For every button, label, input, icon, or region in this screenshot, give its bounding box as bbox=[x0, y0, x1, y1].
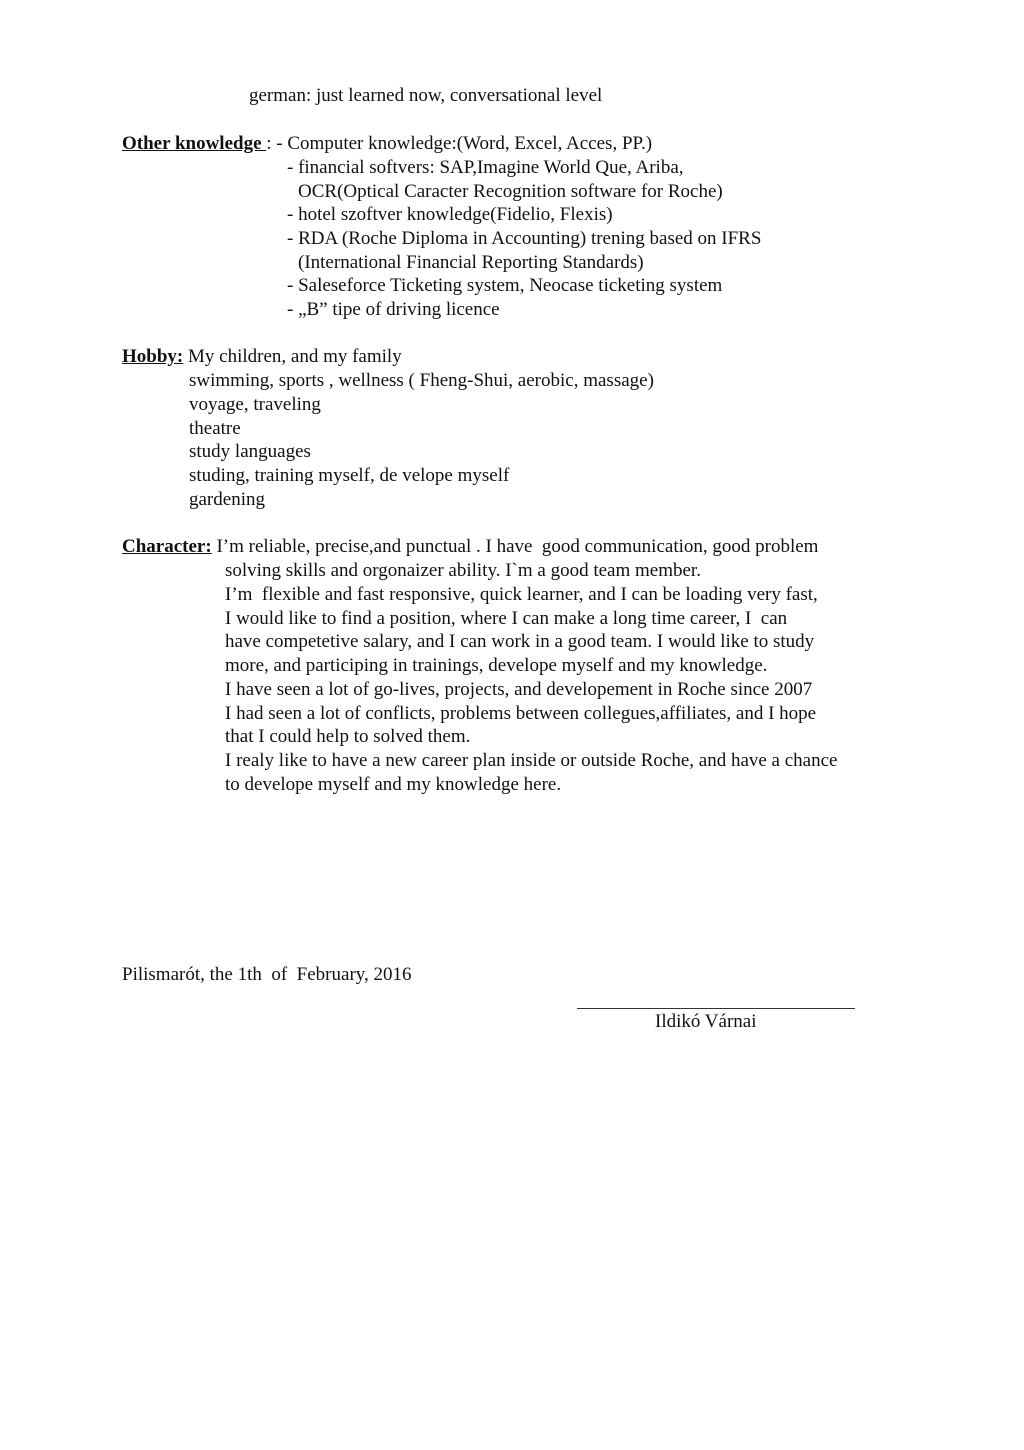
hobby-item: studing, training myself, de velope myself bbox=[189, 465, 510, 486]
character-line: I had seen a lot of conflicts, problems between collegues,affiliates, and I hope bbox=[225, 703, 817, 724]
other-knowledge-item: - hotel szoftver knowledge(Fidelio, Flexis) bbox=[287, 204, 613, 225]
other-knowledge-item: OCR(Optical Caracter Recognition software for Roche) bbox=[298, 181, 723, 202]
character-first-line: I’m reliable, precise,and punctual . I have good communication, good problem bbox=[211, 536, 819, 557]
character-line: that I could help to solved them. bbox=[225, 726, 471, 747]
hobby-item: gardening bbox=[189, 489, 265, 510]
character-row bbox=[122, 535, 818, 559]
other-knowledge-heading: Other knowledge bbox=[122, 133, 267, 154]
other-knowledge-item: - RDA (Roche Diploma in Accounting) trening based on IFRS bbox=[287, 228, 762, 249]
other-knowledge-row bbox=[122, 132, 652, 156]
character-line: have competetive salary, and I can work in a good team. I would like to study bbox=[225, 631, 815, 652]
character-line: I’m flexible and fast responsive, quick learner, and I can be loading very fast, bbox=[225, 584, 818, 605]
hobby-heading: Hobby: bbox=[122, 346, 184, 367]
character-line: to develope myself and my knowledge here. bbox=[225, 774, 562, 795]
character-line: solving skills and orgonaizer ability. I`m a good team member. bbox=[225, 560, 701, 581]
other-knowledge-item: - financial softvers: SAP,Imagine World Que, Ariba, bbox=[287, 157, 684, 178]
other-knowledge-item: - „B” tipe of driving licence bbox=[287, 299, 500, 320]
signature-name: Ildikó Várnai bbox=[655, 1011, 757, 1032]
character-heading: Character: bbox=[122, 536, 212, 557]
hobby-item: study languages bbox=[189, 441, 311, 462]
other-knowledge-item: (International Financial Reporting Standards) bbox=[298, 252, 644, 273]
hobby-item: voyage, traveling bbox=[189, 394, 321, 415]
other-knowledge-first-item: : - Computer knowledge:(Word, Excel, Acces, PP.) bbox=[266, 133, 653, 154]
signature-line bbox=[577, 1008, 855, 1009]
other-knowledge-item: - Saleseforce Ticketing system, Neocase ticketing system bbox=[287, 275, 723, 296]
character-line: I have seen a lot of go-lives, projects, and developement in Roche since 2007 bbox=[225, 679, 813, 700]
hobby-row bbox=[122, 345, 402, 369]
character-line: I realy like to have a new career plan inside or outside Roche, and have a chance bbox=[225, 750, 838, 771]
hobby-item: theatre bbox=[189, 418, 241, 439]
german-language-line: german: just learned now, conversational level bbox=[249, 85, 603, 106]
hobby-first-item: My children, and my family bbox=[183, 346, 402, 367]
hobby-item: swimming, sports , wellness ( Fheng-Shui, aerobic, massage) bbox=[189, 370, 654, 391]
character-line: I would like to find a position, where I can make a long time career, I can bbox=[225, 608, 788, 629]
character-line: more, and participing in trainings, develope myself and my knowledge. bbox=[225, 655, 768, 676]
place-date: Pilismarót, the 1th of February, 2016 bbox=[122, 964, 412, 985]
